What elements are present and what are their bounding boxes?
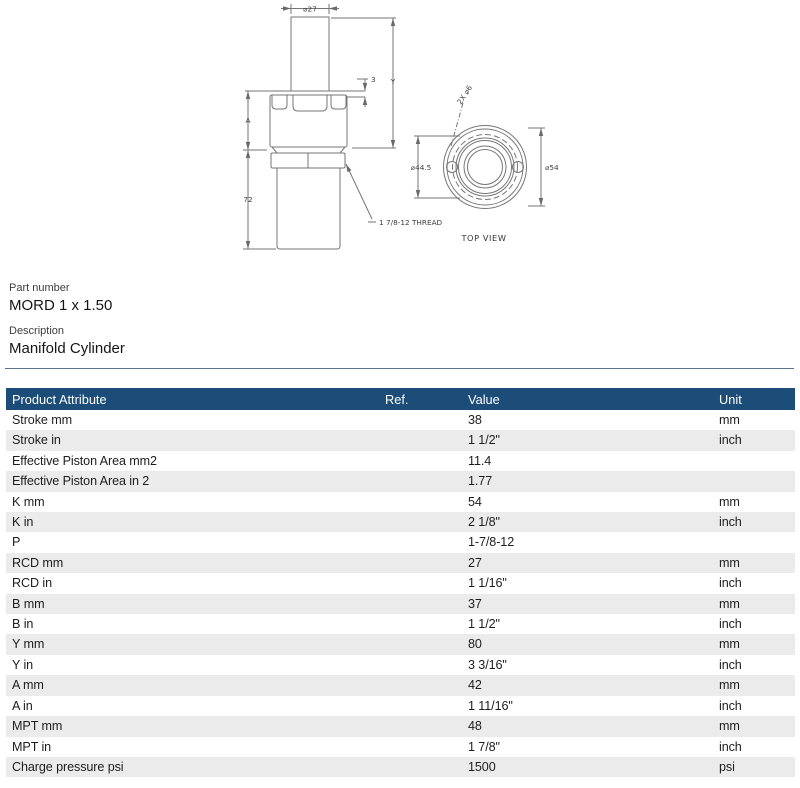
cylinder-body (277, 168, 340, 249)
table-row (6, 573, 795, 593)
dim-outer-diameter-label: ⌀54 (545, 163, 559, 172)
ref-cell (379, 573, 462, 593)
unit-cell: mm (719, 413, 740, 427)
attribute-cell: K in (12, 515, 34, 530)
dim-plate-thickness-label: 3 (371, 75, 376, 84)
unit-cell: mm (719, 596, 740, 611)
header-product-attribute: Product Attribute (6, 388, 379, 410)
ref-cell (379, 430, 462, 450)
description-value: Manifold Cylinder (9, 340, 125, 357)
table-row (6, 634, 795, 654)
attribute-cell: Y in (12, 657, 34, 672)
value-cell: 1 1/16" (468, 576, 507, 591)
technical-drawing (0, 0, 800, 270)
unit-cell: inch (719, 433, 742, 448)
table-row (6, 471, 795, 491)
value-cell: 54 (468, 494, 482, 509)
unit-cell: inch (719, 576, 742, 591)
table-row (6, 532, 795, 552)
attribute-cell: Stroke in (12, 433, 61, 448)
ref-cell (379, 553, 462, 573)
attribute-cell: B mm (12, 596, 45, 611)
header-ref: Ref. (379, 388, 462, 410)
ref-cell (379, 655, 462, 675)
attribute-cell: K mm (12, 494, 45, 509)
dim-y-label: Y (390, 77, 396, 86)
attribute-cell: RCD in (12, 576, 52, 591)
value-cell: 37 (468, 596, 482, 611)
unit-cell: inch (719, 739, 742, 754)
dim-bolt-circle-label: ⌀44.5 (410, 163, 432, 172)
section-divider (5, 368, 794, 369)
thread-callout-label: 1 7/8-12 THREAD (379, 218, 443, 227)
attribute-cell: A in (12, 698, 33, 713)
unit-cell: psi (719, 759, 735, 774)
table-row (6, 737, 795, 757)
unit-cell (713, 451, 795, 471)
dim-rod-diameter-label: ⌀27 (303, 4, 317, 14)
table-row (6, 430, 795, 450)
attribute-cell: RCD mm (12, 555, 64, 570)
ref-cell (379, 634, 462, 654)
front-view (239, 3, 443, 249)
value-cell: 42 (468, 678, 482, 693)
table-row (6, 410, 795, 430)
value-cell: 2 1/8" (468, 515, 500, 530)
unit-cell: inch (719, 515, 742, 530)
holes-callout-label: 2X ⌀6 (455, 83, 475, 107)
ref-cell (379, 410, 462, 430)
value-cell: 1500 (468, 759, 496, 774)
unit-cell: inch (719, 617, 742, 632)
attribute-cell: MPT in (12, 739, 52, 754)
table-row (6, 757, 795, 777)
ref-cell (379, 451, 462, 471)
unit-cell (713, 532, 795, 552)
table-row (6, 553, 795, 573)
flange-body (270, 95, 347, 147)
table-row (6, 451, 795, 471)
table-row (6, 614, 795, 634)
part-number-label: Part number (9, 282, 70, 294)
ref-cell (379, 512, 462, 532)
header-unit: Unit (713, 388, 795, 410)
flange-slot-left (272, 95, 287, 109)
drawing-svg (0, 0, 800, 270)
flange-slot-right (331, 95, 346, 109)
unit-cell: inch (719, 698, 742, 713)
attribute-cell: Stroke mm (12, 413, 72, 427)
piston-rod (291, 17, 329, 91)
unit-cell: mm (719, 719, 740, 734)
value-cell: 80 (468, 637, 482, 652)
ref-cell (379, 716, 462, 736)
unit-cell: mm (719, 678, 740, 693)
ref-cell (379, 492, 462, 512)
unit-cell: inch (719, 657, 742, 672)
value-cell: 1 11/16" (468, 698, 513, 713)
attribute-table-body (6, 410, 795, 777)
ref-cell (379, 614, 462, 634)
header-value: Value (462, 388, 713, 410)
unit-cell: mm (719, 637, 740, 652)
attribute-cell: P (12, 535, 21, 550)
bore-ring-outer (464, 146, 506, 188)
value-cell: 11.4 (468, 453, 492, 468)
ref-cell (379, 471, 462, 491)
table-row (6, 492, 795, 512)
flange-slot-middle (293, 95, 327, 111)
value-cell: 1 1/2" (468, 617, 500, 632)
flange-chamfer (272, 147, 345, 153)
value-cell: 1 7/8" (468, 739, 500, 754)
collar-ring-inner (459, 141, 512, 194)
description-label: Description (9, 325, 65, 337)
table-row (6, 512, 795, 532)
collar-ring-outer (456, 138, 514, 196)
table-row (6, 716, 795, 736)
part-info-section (0, 270, 800, 358)
value-cell: 38 (468, 413, 482, 427)
bore-ring-inner (468, 150, 503, 185)
bolt-circle (453, 135, 518, 200)
attribute-cell: B in (12, 617, 34, 632)
attribute-cell: MPT mm (12, 719, 63, 734)
value-cell: 1.77 (468, 474, 493, 489)
ref-cell (379, 757, 462, 777)
unit-cell: mm (719, 494, 740, 509)
attribute-cell: Y mm (12, 637, 45, 652)
part-number-value: MORD 1 x 1.50 (9, 297, 113, 314)
attribute-cell: Effective Piston Area in 2 (12, 474, 150, 489)
value-cell: 1-7/8-12 (468, 535, 515, 550)
ref-cell (379, 696, 462, 716)
ref-cell (379, 737, 462, 757)
value-cell: 27 (468, 555, 482, 570)
table-row (6, 696, 795, 716)
table-row (6, 655, 795, 675)
attribute-cell: Charge pressure psi (12, 759, 124, 774)
dim-body-length-label: 72 (243, 195, 253, 204)
rod-end-cap (291, 17, 329, 21)
ref-cell (379, 675, 462, 695)
attribute-cell: A mm (12, 678, 44, 693)
value-cell: 3 3/16" (468, 657, 507, 672)
top-view-caption: TOP VIEW (461, 233, 507, 243)
unit-cell (713, 471, 795, 491)
value-cell: 1 1/2" (468, 433, 500, 448)
attribute-cell: Effective Piston Area mm2 (12, 453, 157, 468)
attribute-table (6, 388, 795, 777)
ref-cell (379, 594, 462, 614)
table-row (6, 594, 795, 614)
value-cell: 48 (468, 719, 482, 734)
table-header-row (6, 388, 795, 410)
unit-cell: mm (719, 555, 740, 570)
ref-cell (379, 532, 462, 552)
dim-a-label: A (245, 116, 251, 125)
table-row (6, 675, 795, 695)
